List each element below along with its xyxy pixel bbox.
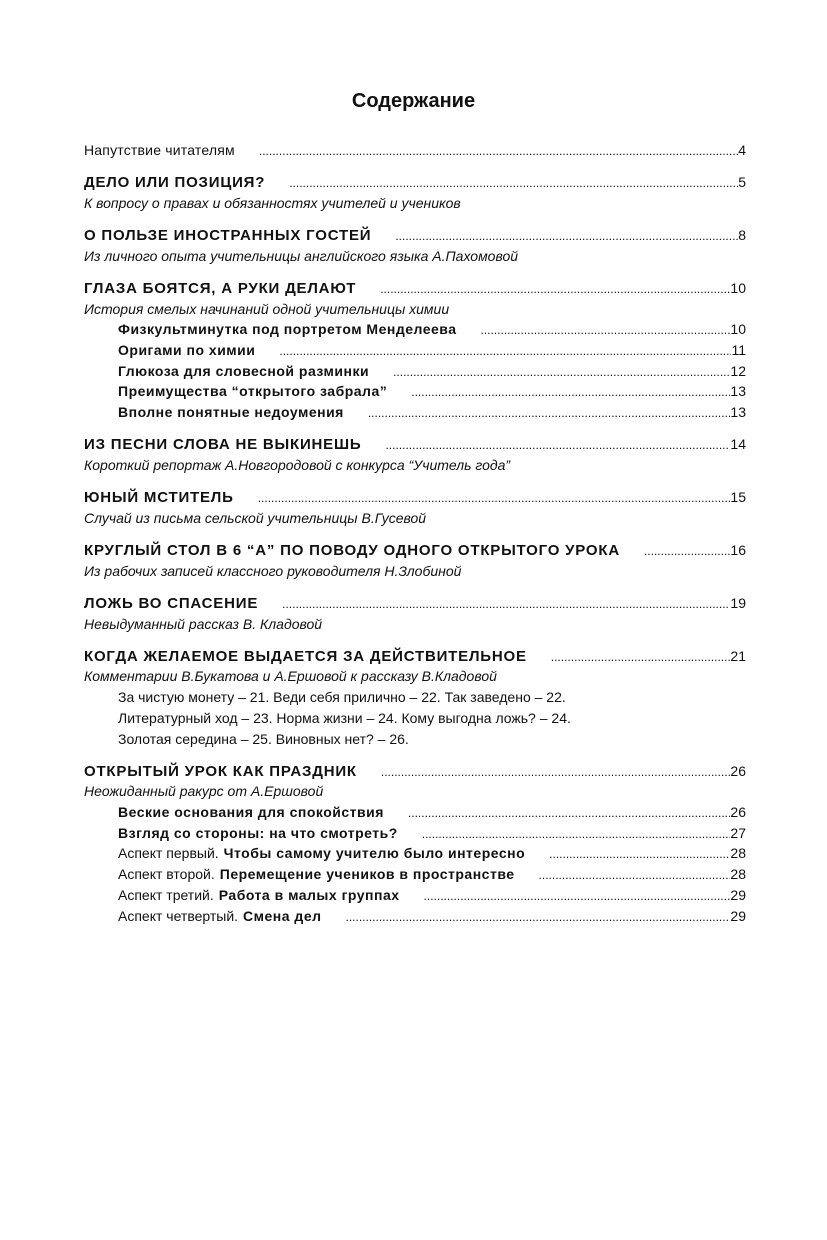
toc-entry-title: За чистую монету – 21. Веди себя прилично – 22. Так заведено – 22. — [118, 689, 566, 706]
toc-entry[interactable] — [84, 823, 746, 844]
toc-entry-title: Веские основания для спокойствия — [118, 804, 384, 821]
toc-entry[interactable] — [84, 340, 746, 361]
toc-page-number: 10 — [730, 279, 746, 296]
dot-leader — [424, 886, 731, 907]
toc-entry-title: Преимущества “открытого забрала” — [118, 383, 388, 400]
toc-page-number: 10 — [730, 321, 746, 338]
toc-entry[interactable] — [84, 319, 746, 340]
toc-entry[interactable] — [84, 361, 746, 382]
toc-entry-title: ГЛАЗА БОЯТСЯ, А РУКИ ДЕЛАЮТ — [84, 279, 357, 297]
table-of-contents — [84, 140, 746, 926]
toc-page-number: 29 — [730, 907, 746, 924]
toc-entry-title: Напутствие читателям — [84, 142, 235, 158]
toc-entry[interactable] — [84, 761, 746, 782]
toc-page-number: 21 — [730, 647, 746, 664]
toc-entry-prefix: Аспект четвертый. — [118, 907, 239, 924]
toc-entry-title: Смена дел — [243, 907, 322, 924]
page-title: Содержание — [351, 90, 476, 112]
dot-leader — [258, 488, 731, 509]
toc-entry-title: ДЕЛО ИЛИ ПОЗИЦИЯ? — [84, 174, 266, 192]
dot-leader — [551, 647, 731, 668]
toc-entry[interactable] — [84, 540, 746, 561]
toc-entry[interactable] — [84, 885, 746, 906]
toc-entry-title: Комментарии В.Букатова и А.Ершовой к рассказу В.Кладовой — [84, 668, 497, 685]
toc-entry[interactable] — [84, 381, 746, 402]
dot-leader — [279, 341, 731, 362]
toc-entry-title: Чтобы самому учителю было интересно — [223, 845, 526, 862]
toc-entry-title: ИЗ ПЕСНИ СЛОВА НЕ ВЫКИНЕШЬ — [84, 436, 362, 454]
toc-page-number: 5 — [738, 174, 746, 191]
toc-entry-title: Глюкоза для словесной разминки — [118, 362, 370, 379]
toc-page-number: 12 — [730, 362, 746, 379]
toc-page-number: 15 — [730, 489, 746, 506]
toc-entry[interactable] — [84, 402, 746, 423]
toc-entry-title: Случай из письма сельской учительницы В.Гусевой — [84, 509, 427, 526]
toc-entry-title: К вопросу о правах и обязанностях учителей и учеников — [84, 194, 461, 211]
toc-entry-title: ОТКРЫТЫЙ УРОК КАК ПРАЗДНИК — [84, 762, 357, 780]
toc-entry[interactable] — [84, 843, 746, 864]
toc-entry[interactable] — [84, 864, 746, 885]
toc-subtitle — [84, 781, 746, 802]
toc-entry-title: КРУГЛЫЙ СТОЛ В 6 “А” ПО ПОВОДУ ОДНОГО ОТКРЫТОГО УРОКА — [84, 542, 620, 559]
toc-text-line — [84, 687, 746, 708]
toc-entry-title: Золотая середина – 25. Виновных нет? – 26. — [118, 730, 409, 747]
toc-entry-title: Литературный ход – 23. Норма жизни – 24. Кому выгодна ложь? – 24. — [118, 709, 571, 726]
toc-entry-prefix: Аспект первый. — [118, 845, 219, 862]
toc-page-number: 16 — [730, 542, 746, 558]
dot-leader — [381, 762, 731, 783]
toc-entry-prefix: Аспект второй. — [118, 866, 215, 883]
toc-page-number: 29 — [730, 886, 746, 903]
toc-entry[interactable] — [84, 646, 746, 667]
toc-subtitle — [84, 455, 746, 476]
toc-entry-title: О ПОЛЬЗЕ ИНОСТРАННЫХ ГОСТЕЙ — [84, 227, 372, 245]
toc-page-number: 26 — [730, 804, 746, 821]
toc-page-number: 4 — [738, 142, 746, 158]
toc-entry-title: Из рабочих записей классного руководителя Н.Злобиной — [84, 562, 462, 579]
dot-leader — [385, 435, 730, 456]
dot-leader — [380, 279, 730, 300]
toc-entry[interactable] — [84, 906, 746, 927]
toc-entry-title: Вполне понятные недоумения — [118, 404, 344, 421]
toc-subtitle — [84, 193, 746, 214]
toc-entry[interactable] — [84, 593, 746, 614]
toc-page-number: 8 — [738, 227, 746, 244]
dot-leader — [481, 320, 731, 341]
toc-entry[interactable] — [84, 434, 746, 455]
toc-entry-title: Взгляд со стороны: на что смотреть? — [118, 824, 398, 841]
toc-entry[interactable] — [84, 225, 746, 246]
dot-leader — [282, 594, 730, 615]
toc-entry-prefix: Аспект третий. — [118, 886, 214, 903]
toc-subtitle — [84, 508, 746, 529]
toc-entry-title: Физкультминутка под портретом Менделеева — [118, 321, 457, 338]
toc-subtitle — [84, 614, 746, 635]
toc-subtitle — [84, 666, 746, 687]
dot-leader — [408, 803, 731, 824]
dot-leader — [259, 141, 738, 162]
toc-entry-title: Оригами по химии — [118, 342, 256, 358]
dot-leader — [411, 382, 730, 403]
toc-entry-title: Невыдуманный рассказ В. Кладовой — [84, 615, 323, 632]
toc-page-number: 26 — [730, 762, 746, 779]
toc-entry-title: ЮНЫЙ МСТИТЕЛЬ — [84, 489, 234, 507]
toc-entry-title: Короткий репортаж А.Новгородовой с конкурса “Учитель года” — [84, 456, 511, 473]
toc-entry-title: Работа в малых группах — [218, 886, 400, 903]
toc-page-number: 27 — [730, 824, 746, 841]
dot-leader — [644, 541, 730, 562]
toc-subtitle — [84, 561, 746, 582]
toc-entry-title: Из личного опыта учительницы английского языка А.Пахомовой — [84, 247, 519, 264]
toc-entry[interactable] — [84, 140, 746, 161]
toc-entry-title: Неожиданный ракурс от А.Ершовой — [84, 783, 324, 800]
toc-entry-title: Перемещение учеников в пространстве — [219, 866, 515, 883]
toc-page-number: 28 — [730, 866, 746, 883]
toc-page-number: 13 — [730, 404, 746, 421]
dot-leader — [539, 865, 731, 886]
toc-page-number: 11 — [731, 342, 746, 358]
toc-text-line — [84, 729, 746, 750]
toc-entry[interactable] — [84, 278, 746, 299]
toc-entry-title: История смелых начинаний одной учительницы химии — [84, 300, 450, 317]
toc-page-number: 19 — [730, 594, 746, 611]
dot-leader — [393, 362, 730, 383]
dot-leader — [395, 226, 738, 247]
toc-entry[interactable] — [84, 487, 746, 508]
dot-leader — [368, 403, 731, 424]
dot-leader — [422, 824, 731, 845]
toc-subtitle — [84, 246, 746, 267]
toc-entry-title: КОГДА ЖЕЛАЕМОЕ ВЫДАЕТСЯ ЗА ДЕЙСТВИТЕЛЬНОЕ — [84, 647, 527, 665]
toc-entry[interactable] — [84, 172, 746, 193]
toc-page-number: 28 — [730, 845, 746, 862]
toc-entry-title: ЛОЖЬ ВО СПАСЕНИЕ — [84, 594, 259, 612]
dot-leader — [549, 844, 730, 865]
toc-text-line — [84, 708, 746, 729]
toc-subtitle — [84, 299, 746, 320]
toc-page-number: 14 — [730, 436, 746, 453]
toc-entry[interactable] — [84, 802, 746, 823]
dot-leader — [346, 907, 731, 928]
toc-page-number: 13 — [730, 383, 746, 400]
dot-leader — [289, 173, 738, 194]
